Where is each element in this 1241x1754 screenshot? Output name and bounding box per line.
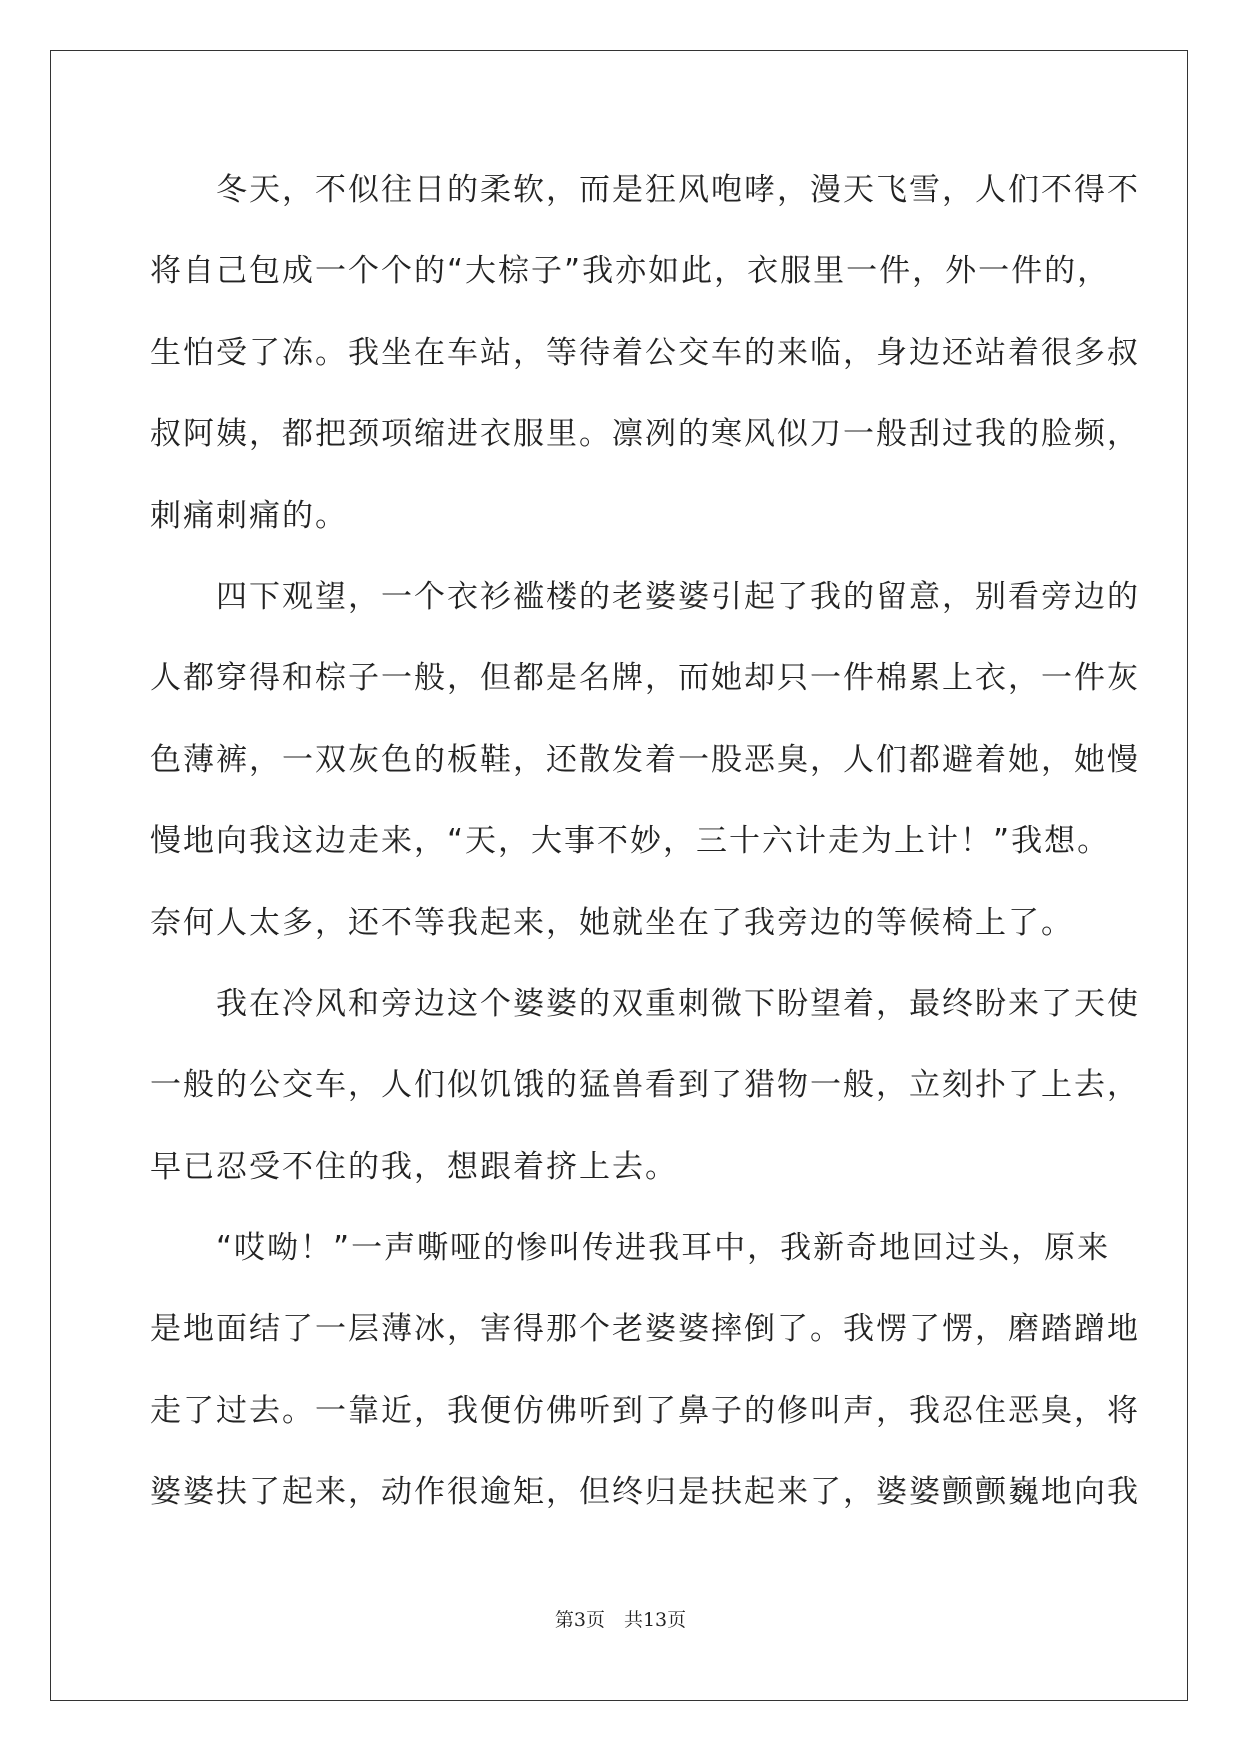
text-line: 色薄裤，一双灰色的板鞋，还散发着一股恶臭，人们都避着她，她慢 xyxy=(150,741,1140,778)
text-line: 生怕受了冻。我坐在车站，等待着公交车的来临，身边还站着很多叔 xyxy=(150,334,1140,371)
text-line: 一般的公交车，人们似饥饿的猛兽看到了猎物一般，立刻扑了上去， xyxy=(150,1067,1140,1104)
text-line: 早已忍受不住的我，想跟着挤上去。 xyxy=(150,1148,678,1185)
text-line: 叔阿姨，都把颈项缩进衣服里。凛冽的寒风似刀一般刮过我的脸频， xyxy=(150,416,1140,453)
text-line: 是地面结了一层薄冰，害得那个老婆婆摔倒了。我愣了愣，磨踏蹭地 xyxy=(150,1311,1140,1348)
text-line: 刺痛刺痛的。 xyxy=(150,497,348,534)
document-body xyxy=(150,150,1140,1534)
text-line: 四下观望，一个衣衫褴楼的老婆婆引起了我的留意，别看旁边的 xyxy=(216,578,1140,615)
text-line: 走了过去。一靠近，我便仿佛听到了鼻子的修叫声，我忍住恶臭，将 xyxy=(150,1392,1140,1429)
text-line: “哎呦！”一声嘶哑的惨叫传进我耳中，我新奇地回过头，原来 xyxy=(216,1230,1111,1267)
text-line: 将自己包成一个个的“大棕子”我亦如此，衣服里一件，外一件的， xyxy=(150,253,1111,290)
text-line: 我在冷风和旁边这个婆婆的双重刺微下盼望着，最终盼来了天使 xyxy=(216,985,1140,1022)
text-line: 人都穿得和棕子一般，但都是名牌，而她却只一件棉累上衣，一件灰 xyxy=(150,660,1140,697)
text-line: 慢地向我这边走来，“天，大事不妙，三十六计走为上计！”我想。 xyxy=(150,823,1111,860)
text-line: 奈何人太多，还不等我起来，她就坐在了我旁边的等候椅上了。 xyxy=(150,904,1074,941)
text-line: 婆婆扶了起来，动作很逾矩，但终归是扶起来了，婆婆颤颤巍地向我 xyxy=(150,1474,1140,1511)
page-number: 第3页 共13页 xyxy=(554,1609,687,1631)
text-line: 冬天，不似往日的柔软，而是狂风咆哮，漫天飞雪，人们不得不 xyxy=(216,172,1140,208)
